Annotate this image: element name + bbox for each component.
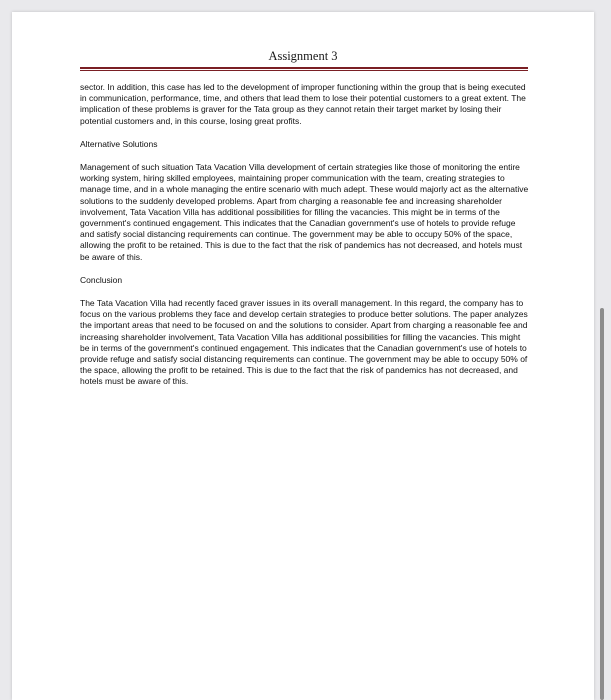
heading-alternative-solutions: Alternative Solutions [80, 138, 158, 149]
page-title: Assignment 3 [268, 49, 338, 63]
heading-conclusion: Conclusion [80, 274, 123, 285]
title-rule-thick [80, 67, 528, 69]
paragraph-conclusion: The Tata Vacation Villa had recently faced graver issues in its overall management. In this regard, the company has to focus on the various problems they face and develop certain strategies to produce better solutions. The paper analyzes the important areas that need to be focused on and the solutions to consider. Apart from charging a reasonable fee and increasing shareholder involvement, Tata Vacation Villa has additional possibilities for filling the vacancies. This might be in terms of the government's continued engagement. This indicates that the Canadian government's use of hotels to provide refuge and satisfy social distancing requirements can continue. The government may be able to occupy 50% of the space, allowing the profit to be retained. This is due to the fact that the risk of pandemics has not decreased, and hotels must be aware of this. [80, 298, 528, 387]
document-body [80, 82, 530, 400]
document-page [12, 12, 594, 700]
title-rule-thin [80, 70, 528, 71]
paragraph-alternative-solutions: Management of such situation Tata Vacation Villa development of certain strategies like those of monitoring the entire working system, hiring skilled employees, maintaining proper communication with the team, creating strategies to manage time, and in a whole managing the entire scenario with much adept. These would majorly act as the alternative solutions to the suddenly developed problems. Apart from charging a reasonable fee and increasing shareholder involvement, Tata Vacation Villa has additional possibilities for filling the vacancies. This might be in terms of the government's continued engagement. This indicates that the Canadian government's use of hotels to provide refuge and satisfy social distancing requirements can continue. The government may be able to occupy 50% of the space, allowing the profit to be retained. This is due to the fact that the risk of pandemics has not decreased, and hotels must be aware of this. [80, 162, 529, 262]
paragraph-intro: sector. In addition, this case has led to the development of improper functioning within the group that is being executed in communication, performance, time, and others that lead them to lose their potential customers to a great extent. The implication of these problems is graver for the Tata group as they cannot retain their target market by losing their potential customers and, in this course, losing great profits. [80, 82, 526, 126]
vertical-scrollbar[interactable] [600, 308, 604, 700]
